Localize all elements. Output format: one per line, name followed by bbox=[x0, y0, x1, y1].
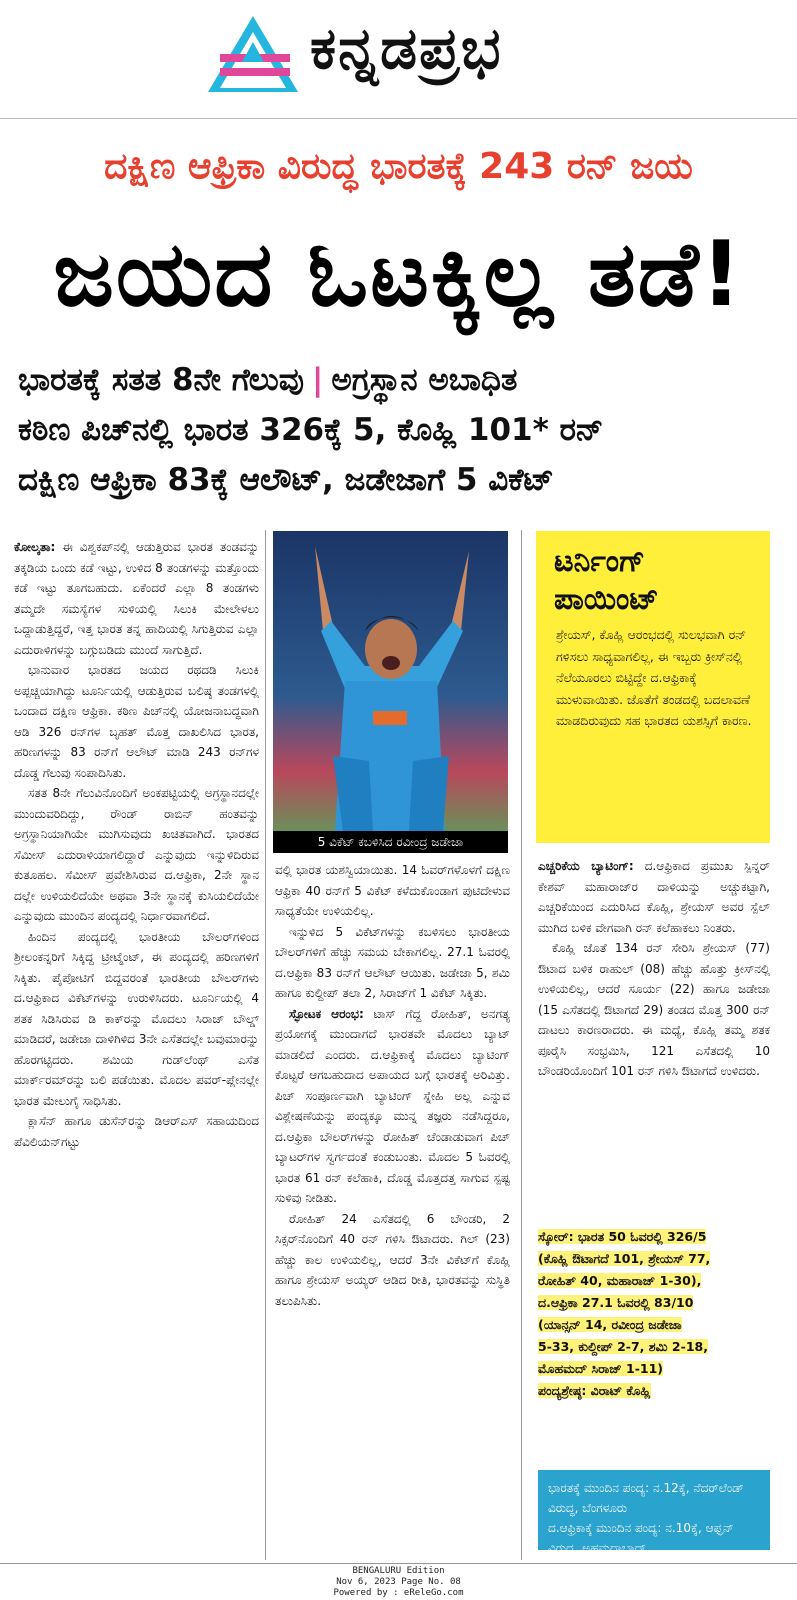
photo-caption: 5 ವಿಕೆಟ್ ಕಬಳಿಸಿದ ರವೀಂದ್ರ ಜಡೇಜಾ bbox=[273, 831, 508, 853]
masthead-logo-text: ಕನ್ನಡಪ್ರಭ bbox=[310, 14, 503, 82]
kannadaprabha-logo-icon bbox=[206, 14, 300, 94]
turning-point-title-line-1: ಟರ್ನಿಂಗ್ bbox=[554, 544, 646, 579]
deck-separator: | bbox=[311, 362, 324, 398]
col2-para-3-text: ಟಾಸ್ ಗೆದ್ದ ರೋಹಿತ್, ಅನಗತ್ಯ ಪ್ರಯೋಗಕ್ಕೆ ಮುಂದಾಗದೆ ಭಾರತವೇ ಮೊದಲು ಬ್ಯಾಟ್ ಮಾಡಲಿದೆ ಎಂದರು. ದ.ಆಫ್ರಿಕಾಕ್ಕೆ ಮೊದಲು ಬ್ಯಾಟಿಂಗ್ ಕೊಟ್ಟರೆ ಆಗಬಹುದಾದ ಅಪಾಯದ ಬಗ್ಗೆ ಭಾರತಕ್ಕೆ ಅರಿವಿತ್ತು. ಪಿಚ್ ಸಂಪೂರ್ಣವಾಗಿ ಬ್ಯಾಟಿಂಗ್ ಸ್ನೇಹಿ ಅಲ್ಲ ಎನ್ನುವ ವಿಶ್ಲೇಷಣೆಯನ್ನು ಪಂದ್ಯಕ್ಕೂ ಮುನ್ನ ತಜ್ಞರು ನಡೆಸಿದ್ದರೂ, ದ.ಆಫ್ರಿಕಾ ಬೌಲರ್‌ಗಳನ್ನು ರೋಹಿತ್ ಚೆಂಡಾಡುವಾಗ ಪಿಚ್ ಬ್ಯಾಟರ್‌ಗಳ ಸ್ವರ್ಗದಂತೆ ಕಂಡುಬಂತು. ಮೊದಲ 5 ಓವರಲ್ಲಿ ಭಾರತ 61 ರನ್ ಕಲೆಹಾಕಿ, ದೊಡ್ಡ ಮೊತ್ತದತ್ತ ಸಾಗುವ ಸ್ಪಷ್ಟ ಸುಳಿವು ನೀಡಿತು. bbox=[275, 1006, 510, 1205]
col1-para-4: ಹಿಂದಿನ ಪಂದ್ಯದಲ್ಲಿ ಭಾರತೀಯ ಬೌಲರ್‌ಗಳಿಂದ ಶ್ರೀಲಂಕನ್ನರಿಗೆ ಸಿಕ್ಕಿದ್ದ ಟ್ರೀಟ್ಮೆಂಟ್, ಈ ಪಂದ್ಯದಲ್ಲಿ ಹರಿಣಗಳಿಗೆ ಸಿಕ್ಕಿತು. ಪೈಪೋಟಿಗೆ ಬಿದ್ದವರಂತೆ ಭಾರತೀಯ ಬೌಲರ್‌ಗಳು ದ.ಆಫ್ರಿಕಾದ ವಿಕೆಟ್‌ಗಳನ್ನು ಉರುಳಿಸಿದರು. ಟೂರ್ನಿಯಲ್ಲಿ 4 ಶತಕ ಸಿಡಿಸಿರುವ ಡಿ ಕಾಕ್‌ರನ್ನು ಮೊದಲು ಸಿರಾಜ್ ಬೌಲ್ಡ್ ಮಾಡಿದರೆ, ಜಡೇಜಾ ದಾಳಿಗಿಳಿದ 3ನೇ ಎಸೆತದಲ್ಲೇ ಬವುಮಾರನ್ನು ಹೊರಗಟ್ಟಿದರು. ಶಮಿಯ ಗುಡ್‌ಲೆಂಥ್ ಎಸೆತ ಮಾರ್ಕ್‌ರಮ್‌ರನ್ನು ಬಲಿ ಪಡೆಯಿತು. ಮೊದಲ ಪವರ್-ಪ್ಲೇನಲ್ಲೇ ಭಾರತ ಮೇಲುಗೈ ಸಾಧಿಸಿತು. bbox=[14, 929, 259, 1108]
scorecard-line-3: ರೋಹಿತ್ 40, ಮಹಾರಾಜ್ 1-30), bbox=[538, 1273, 702, 1288]
jadeja-celebration-photo bbox=[273, 531, 508, 831]
scorecard-line-6: 5-33, ಕುಲ್ದೀಪ್ 2-7, ಶಮಿ 2-18, bbox=[538, 1339, 708, 1354]
next-match-sa: ದ.ಆಫ್ರಿಕಾಕ್ಕೆ ಮುಂದಿನ ಪಂದ್ಯ: ನ.10ಕ್ಕೆ, ಆಫ್ಘನ್ ವಿರುದ್ಧ, ಅಹಮದಾಬಾದ್ bbox=[548, 1521, 734, 1555]
col3-para-1 bbox=[538, 856, 770, 938]
article-headline: ಜಯದ ಓಟಕ್ಕಿಲ್ಲ ತಡೆ! bbox=[53, 222, 744, 327]
col1-para-3: ಸತತ 8ನೇ ಗೆಲುವಿನೊಂದಿಗೆ ಅಂಕಪಟ್ಟಿಯಲ್ಲಿ ಅಗ್ರಸ್ಥಾನದಲ್ಲೇ ಮುಂದುವರಿದಿದ್ದು, ರೌಂಡ್ ರಾಬಿನ್ ಹಂತವನ್ನು ಅಗ್ರಸ್ಥಾನಿಯಾಗಿಯೇ ಮುಗಿಸುವುದು ಖಚಿತವಾಗಿದೆ. ಭಾರತದ ಸೆಮೀಸ್ ಎದುರಾಳಿಯಾಗಲಿದ್ದಾರೆ ಎನ್ನುವುದು ಇನ್ನುಳಿದಿರುವ ಕುತೂಹಲ. ಸೆಮೀಸ್ ಪ್ರವೇಶಿಸಿರುವ ದ.ಆಫ್ರಿಕಾ, 2ನೇ ಸ್ಥಾನ ದಲ್ಲೇ ಉಳಿಯಲಿದೆಯೇ ಅಥವಾ 3ನೇ ಸ್ಥಾನಕ್ಕೆ ಕುಸಿಯಲಿದೆಯೇ ಎನ್ನುವುದು ಮುಂದಿನ ಪಂದ್ಯದಲ್ಲಿ ನಿರ್ಧಾರವಾಗಲಿದೆ. bbox=[14, 786, 259, 923]
col2-para-2: ಇನ್ನುಳಿದ 5 ವಿಕೆಟ್‌ಗಳನ್ನು ಕಬಳಿಸಲು ಭಾರತೀಯ ಬೌಲರ್‌ಗಳಿಗೆ ಹೆಚ್ಚು ಸಮಯ ಬೇಕಾಗಲಿಲ್ಲ. 27.1 ಓವರಲ್ಲಿ ದ.ಆಫ್ರಿಕಾ 83 ರನ್‌ಗೆ ಆಲೌಟ್ ಆಯಿತು. ಜಡೇಜಾ 5, ಶಮಿ ಹಾಗೂ ಕುಲ್ದೀಪ್ ತಲಾ 2, ಸಿರಾಜ್‌ಗೆ 1 ವಿಕೆಟ್ ಸಿಕ್ಕಿತು. bbox=[275, 924, 510, 1000]
article-kicker: ದಕ್ಷಿಣ ಆಫ್ರಿಕಾ ವಿರುದ್ಧ ಭಾರತಕ್ಕೆ 243 ರನ್ ಜಯ bbox=[104, 146, 693, 187]
col2-para-4: ರೋಹಿತ್ 24 ಎಸೆತದಲ್ಲಿ 6 ಬೌಂಡರಿ, 2 ಸಿಕ್ಸರ್‌ನೊಂದಿಗೆ 40 ರನ್ ಗಳಿಸಿ ಔಟಾದರು. ಗಿಲ್ (23) ಹೆಚ್ಚು ಕಾಲ ಉಳಿಯಲಿಲ್ಲ, ಆದರೆ 3ನೇ ವಿಕೆಟ್‌ಗೆ ಕೊಹ್ಲಿ ಹಾಗೂ ಶ್ರೇಯಸ್ ಅಯ್ಯರ್ ಆಡಿದ ರೀತಿ, ಭಾರತವನ್ನು ಸುಸ್ಥಿತಿ ತಲುಪಿಸಿತು. bbox=[275, 1211, 510, 1308]
article-column-1 bbox=[14, 537, 259, 1557]
turning-point-title bbox=[554, 543, 659, 619]
deck-line-3: ದಕ್ಷಿಣ ಆಫ್ರಿಕಾ 83ಕ್ಕೆ ಆಲೌಟ್, ಜಡೇಜಾಗೆ 5 ವಿಕೆಟ್ bbox=[18, 462, 554, 498]
page-footer bbox=[0, 1566, 797, 1599]
column-divider-2 bbox=[521, 530, 522, 1560]
footer-divider bbox=[0, 1563, 797, 1564]
scorecard-line-4: ದ.ಆಫ್ರಿಕಾ 27.1 ಓವರಲ್ಲಿ 83/10 bbox=[538, 1295, 694, 1310]
col1-para-1-text: ಈ ವಿಶ್ವಕಪ್‌ನಲ್ಲಿ ಆಡುತ್ತಿರುವ ಭಾರತ ತಂಡವನ್ನು ತಕ್ಕಡಿಯ ಒಂದು ಕಡೆ ಇಟ್ಟು, ಉಳಿದ 8 ತಂಡಗಳನ್ನು ಮತ್ತೊಂದು ಕಡೆ ಇಟ್ಟು ತೂಗಬಹುದು. ಏಕೆಂದರೆ ಎಲ್ಲಾ 8 ತಂಡಗಳು ತಮ್ಮದೇ ಸಮಸ್ಯೆಗಳ ಸುಳಿಯಲ್ಲಿ ಸಿಲುಕಿ ಮೇಲೇಳಲು ಒದ್ದಾಡುತ್ತಿದ್ದರೆ, ಇತ್ತ ಭಾರತ ತನ್ನ ಹಾದಿಯಲ್ಲಿ ಸಿಗುತ್ತಿರುವ ಎಲ್ಲಾ ಎದುರಾಳಿಗಳನ್ನು ಬಗ್ಗುಬಡಿದು ಮುಂದೆ ಸಾಗುತ್ತಿದೆ. bbox=[14, 540, 259, 657]
masthead bbox=[0, 0, 797, 118]
turning-point-body: ಶ್ರೇಯಸ್, ಕೊಹ್ಲಿ ಆರಂಭದಲ್ಲಿ ಸುಲಭವಾಗಿ ರನ್ ಗಳಿಸಲು ಸಾಧ್ಯವಾಗಲಿಲ್ಲ, ಈ ಇಬ್ಬರು ಕ್ರೀಸ್‌ನಲ್ಲಿ ನೆಲೆಯೂರಲು ಬಿಟ್ಟಿದ್ದೇ ದ.ಆಫ್ರಿಕಾಕ್ಕೆ ಮುಳುವಾಯಿತು. ಜೊತೆಗೆ ತಂಡದಲ್ಲಿ ಬದಲಾವಣೆ ಮಾಡದಿರುವುದು ಸಹ ಭಾರತದ ಯಶಸ್ಸಿಗೆ ಕಾರಣ. bbox=[556, 627, 752, 728]
scorecard bbox=[538, 1226, 774, 1402]
cricketer-illustration-icon bbox=[273, 531, 508, 831]
col3-subhead: ಎಚ್ಚರಿಕೆಯ ಬ್ಯಾಟಿಂಗ್: bbox=[538, 859, 634, 873]
article-column-2 bbox=[275, 860, 510, 1560]
deck-line-1a: ಭಾರತಕ್ಕೆ ಸತತ 8ನೇ ಗೆಲುವು bbox=[18, 362, 304, 398]
scorecard-line-5: (ಯಾನ್ಸನ್ 14, ರವೀಂದ್ರ ಜಡೇಜಾ bbox=[538, 1317, 682, 1332]
col2-para-1: ವಲ್ಲಿ ಭಾರತ ಯಶಸ್ವಿಯಾಯಿತು. 14 ಓವರ್‌ಗಳೊಳಗೆ ದಕ್ಷಿಣ ಆಫ್ರಿಕಾ 40 ರನ್‌ಗೆ 5 ವಿಕೆಟ್ ಕಳೆದುಕೊಂಡಾಗ ಪುಟಿದೇಳುವ ಸಾಧ್ಯತೆಯೇ ಉಳಿಯಲಿಲ್ಲ. bbox=[275, 863, 510, 918]
next-match-box bbox=[538, 1470, 770, 1555]
footer-date-page: Nov 6, 2023 Page No. 08 bbox=[336, 1577, 461, 1587]
col3-para-1-text: ದ.ಆಫ್ರಿಕಾದ ಪ್ರಮುಖ ಸ್ಪಿನ್ನರ್ ಕೇಶವ್ ಮಹಾರಾಜ್‌ರ ದಾಳಿಯನ್ನು ಅಚ್ಚುಕಟ್ಟಾಗಿ, ಎಚ್ಚರಿಕೆಯಿಂದ ಎದುರಿಸಿದ ಕೊಹ್ಲಿ, ಶ್ರೇಯಸ್ ಅವರ ಸ್ಪೆಲ್ ಮುಗಿದ ಬಳಿಕ ವೇಗವಾಗಿ ರನ್ ಕಲೆಹಾಕಲು ನಿಂತರು. bbox=[538, 859, 770, 935]
col2-para-3 bbox=[275, 1004, 510, 1209]
deck-line-1b: ಅಗ್ರಸ್ಥಾನ ಅಬಾಧಿತ bbox=[331, 362, 518, 398]
scorecard-line-1: ಸ್ಕೋರ್: ಭಾರತ 50 ಓವರಲ್ಲಿ 326/5 bbox=[538, 1229, 707, 1244]
column-divider-1 bbox=[265, 530, 266, 1560]
next-match-india: ಭಾರತಕ್ಕೆ ಮುಂದಿನ ಪಂದ್ಯ: ನ.12ಕ್ಕೆ, ನೆದರ್‌ಲೆಂಡ್ ವಿರುದ್ಧ, ಬೆಂಗಳೂರು bbox=[548, 1481, 744, 1515]
footer-powered-by[interactable]: Powered by : eReleGo.com bbox=[333, 1588, 464, 1598]
col2-subhead: ಸ್ಫೋಟಕ ಆರಂಭ: bbox=[289, 1006, 364, 1021]
masthead-divider bbox=[0, 118, 797, 119]
col1-para-1 bbox=[14, 537, 259, 660]
deck-line-1 bbox=[18, 362, 788, 399]
col1-para-2: ಭಾನುವಾರ ಭಾರತದ ಜಯದ ರಥದಡಿ ಸಿಲುಕಿ ಅಪ್ಪಚ್ಚಿಯಾಗಿದ್ದು ಟೂರ್ನಿಯಲ್ಲಿ ಆಡುತ್ತಿರುವ ಬಲಿಷ್ಠ ತಂಡಗಳಲ್ಲಿ ಒಂದಾದ ದಕ್ಷಿಣ ಆಫ್ರಿಕಾ. ಕಠಿಣ ಪಿಚ್‌ನಲ್ಲಿ ಯೋಜನಾಬದ್ಧವಾಗಿ ಆಡಿ 326 ರನ್‌ಗಳ ಬೃಹತ್ ಮೊತ್ತ ದಾಖಲಿಸಿದ ಭಾರತ, ಹರಿಣಗಳನ್ನು 83 ರನ್‌ಗೆ ಆಲೌಟ್ ಮಾಡಿ 243 ರನ್‌ಗಳ ದೊಡ್ಡ ಗೆಲುವು ಸಂಪಾದಿಸಿತು. bbox=[14, 663, 259, 780]
dateline: ಕೋಲ್ಕತಾ: bbox=[14, 540, 56, 554]
col3-para-2: ಕೊಹ್ಲಿ ಜೊತೆ 134 ರನ್ ಸೇರಿಸಿ ಶ್ರೇಯಸ್ (77) ಔಟಾದ ಬಳಿಕ ರಾಹುಲ್ (08) ಹೆಚ್ಚು ಹೊತ್ತು ಕ್ರೀಸ್‌ನಲ್ಲಿ ಉಳಿಯಲಿಲ್ಲ, ಆದರೆ ಸೂರ್ಯ (22) ಹಾಗೂ ಜಡೇಜಾ (15 ಎಸೆತದಲ್ಲಿ ಔಟಾಗದೆ 29) ತಂಡದ ಮೊತ್ತ 300 ರನ್ ದಾಟಲು ಕಾರಣರಾದರು. ಈ ಮಧ್ಯೆ, ಕೊಹ್ಲಿ ತಮ್ಮ ಶತಕ ಪೂರೈಸಿ ಸಂಭ್ರಮಿಸಿ, 121 ಎಸೆತದಲ್ಲಿ 10 ಬೌಂಡರಿಯೊಂದಿಗೆ 101 ರನ್ ಗಳಿಸಿ ಔಟಾಗದೆ ಉಳಿದರು. bbox=[538, 941, 770, 1078]
turning-point-title-line-2: ಪಾಯಿಂಟ್ bbox=[554, 582, 659, 617]
player-of-match: ಪಂದ್ಯಶ್ರೇಷ್ಠ: ವಿರಾಟ್ ಕೊಹ್ಲಿ bbox=[538, 1383, 651, 1398]
footer-edition: BENGALURU Edition bbox=[352, 1566, 445, 1576]
turning-point-box bbox=[536, 531, 770, 843]
col1-para-5: ಕ್ಲಾಸೆನ್ ಹಾಗೂ ಡುಸೆನ್‌ರನ್ನು ಡಿಆರ್‌ಎಸ್ ಸಹಾಯದಿಂದ ಪೆವಿಲಿಯನ್‌ಗಟ್ಟು bbox=[14, 1114, 259, 1149]
scorecard-line-7: ಮೊಹಮದ್ ಸಿರಾಜ್ 1-11) bbox=[538, 1361, 663, 1376]
deck-line-2: ಕಠಿಣ ಪಿಚ್‌ನಲ್ಲಿ ಭಾರತ 326ಕ್ಕೆ 5, ಕೊಹ್ಲಿ 101* ರನ್ bbox=[18, 412, 604, 448]
article-column-3 bbox=[538, 856, 770, 1216]
scorecard-line-2: (ಕೊಹ್ಲಿ ಔಟಾಗದೆ 101, ಶ್ರೇಯಸ್ 77, bbox=[538, 1251, 711, 1266]
